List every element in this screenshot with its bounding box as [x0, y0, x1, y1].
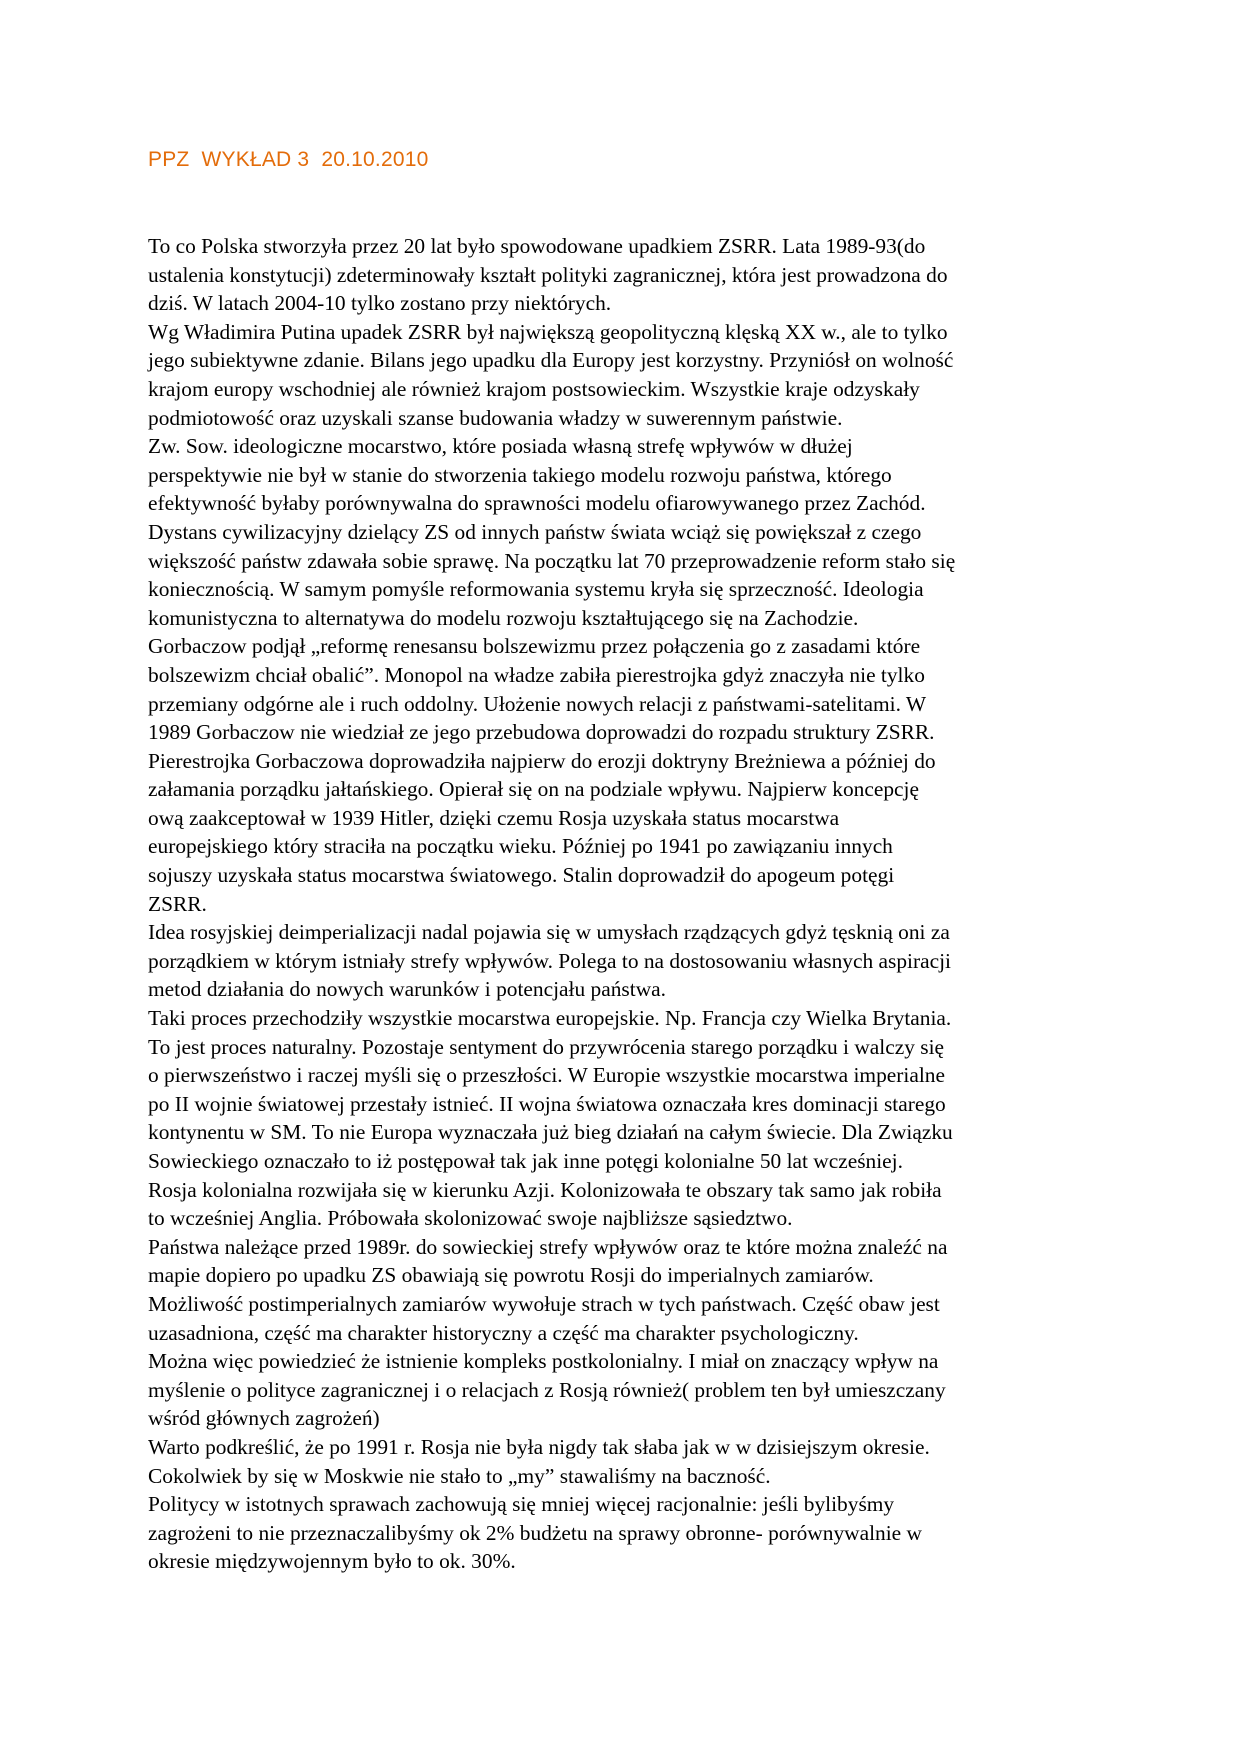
text-line: krajom europy wschodniej ale również krajom postsowieckim. Wszystkie kraje odzyskały	[148, 376, 920, 401]
text-line: porządkiem w którym istniały strefy wpływów. Polega to na dostosowaniu własnych aspiracji	[148, 948, 951, 973]
text-line: większość państw zdawała sobie sprawę. Na początku lat 70 przeprowadzenie reform stało się	[148, 548, 956, 573]
text-line: po II wojnie światowej przestały istnieć. II wojna światowa oznaczała kres dominacji starego	[148, 1091, 946, 1116]
text-line: ZSRR.	[148, 891, 207, 916]
text-line: 1989 Gorbaczow nie wiedział ze jego przebudowa doprowadzi do rozpadu struktury ZSRR.	[148, 720, 935, 745]
text-line: to wcześniej Anglia. Próbowała skolonizować swoje najbliższe sąsiedztwo.	[148, 1206, 793, 1231]
text-line: dziś. W latach 2004-10 tylko zostano przy niektórych.	[148, 291, 612, 316]
text-line: metod działania do nowych warunków i potencjału państwa.	[148, 977, 666, 1002]
text-line: bolszewizm chciał obalić”. Monopol na władze zabiła pierestrojka gdyż znaczyła nie tylko	[148, 662, 925, 687]
text-line: europejskiego który straciła na początku wieku. Później po 1941 po zawiązaniu innych	[148, 834, 893, 859]
text-line: koniecznością. W samym pomyśle reformowania systemu kryła się sprzeczność. Ideologia	[148, 577, 924, 602]
text-line: Cokolwiek by się w Moskwie nie stało to „my” stawaliśmy na baczność.	[148, 1463, 771, 1488]
text-line: uzasadniona, część ma charakter historyczny a część ma charakter psychologiczny.	[148, 1320, 859, 1345]
text-line: okresie międzywojennym było to ok. 30%.	[148, 1549, 516, 1574]
text-line: wśród głównych zagrożeń)	[148, 1406, 380, 1431]
text-line: myślenie o polityce zagranicznej i o relacjach z Rosją również( problem ten był umieszczany	[148, 1377, 946, 1402]
text-line: Dystans cywilizacyjny dzielący ZS od innych państw świata wciąż się powiększał z czego	[148, 519, 922, 544]
text-line: Gorbaczow podjął „reformę renesansu bolszewizmu przez połączenia go z zasadami które	[148, 634, 921, 659]
text-line: o pierwszeństwo i raczej myśli się o przeszłości. W Europie wszystkie mocarstwa imperialne	[148, 1063, 945, 1088]
text-line: sojuszy uzyskała status mocarstwa światowego. Stalin doprowadził do apogeum potęgi	[148, 863, 895, 888]
text-line: Pierestrojka Gorbaczowa doprowadziła najpierw do erozji doktryny Breżniewa a później do	[148, 748, 936, 773]
text-line: Państwa należące przed 1989r. do sowieckiej strefy wpływów oraz te które można znaleźć na	[148, 1234, 948, 1259]
text-line: podmiotowość oraz uzyskali szanse budowania władzy w suwerennym państwie.	[148, 405, 843, 430]
text-line: mapie dopiero po upadku ZS obawiają się powrotu Rosji do imperialnych zamiarów.	[148, 1263, 874, 1288]
text-line: perspektywie nie był w stanie do stworzenia takiego modelu rozwoju państwa, którego	[148, 462, 892, 487]
text-line: Można więc powiedzieć że istnienie kompleks postkolonialny. I miał on znaczący wpływ na	[148, 1349, 939, 1374]
text-line: załamania porządku jałtańskiego. Opierał się on na podziale wpływu. Najpierw koncepcję	[148, 777, 919, 802]
text-line: Zw. Sow. ideologiczne mocarstwo, które posiada własną strefę wpływów w dłużej	[148, 434, 853, 459]
text-line: Warto podkreślić, że po 1991 r. Rosja nie była nigdy tak słaba jak w w dzisiejszym okresie.	[148, 1434, 930, 1459]
document-body	[148, 232, 1100, 1576]
text-line: To co Polska stworzyła przez 20 lat było spowodowane upadkiem ZSRR. Lata 1989-93(do	[148, 234, 926, 258]
text-line: Rosja kolonialna rozwijała się w kierunku Azji. Kolonizowała te obszary tak samo jak robiła	[148, 1177, 942, 1202]
text-line: Taki proces przechodziły wszystkie mocarstwa europejskie. Np. Francja czy Wielka Brytania.	[148, 1006, 952, 1031]
text-line: jego subiektywne zdanie. Bilans jego upadku dla Europy jest korzystny. Przyniósł on wolność	[148, 348, 954, 373]
text-line: ową zaakceptował w 1939 Hitler, dzięki czemu Rosja uzyskała status mocarstwa	[148, 805, 840, 830]
text-line: zagrożeni to nie przeznaczalibyśmy ok 2% budżetu na sprawy obronne- porównywalnie w	[148, 1520, 922, 1545]
text-line: ustalenia konstytucji) zdeterminowały kształt polityki zagranicznej, która jest prowadzona do	[148, 262, 948, 287]
text-line: Sowieckiego oznaczało to iż postępował tak jak inne potęgi kolonialne 50 lat wcześniej.	[148, 1149, 903, 1173]
document-title: PPZ WYKŁAD 3 20.10.2010	[148, 148, 429, 171]
text-line: Możliwość postimperialnych zamiarów wywołuje strach w tych państwach. Część obaw jest	[148, 1291, 940, 1316]
text-line: To jest proces naturalny. Pozostaje sentyment do przywrócenia starego porządku i walczy się	[148, 1034, 945, 1059]
text-line: efektywność byłaby porównywalna do sprawności modelu ofiarowywanego przez Zachód.	[148, 491, 926, 516]
text-line: Politycy w istotnych sprawach zachowują się mniej więcej racjonalnie: jeśli bylibyśmy	[148, 1492, 895, 1517]
text-line: Wg Władimira Putina upadek ZSRR był największą geopolityczną klęską XX w., ale to tylko	[148, 319, 948, 344]
text-line: kontynentu w SM. To nie Europa wyznaczała już bieg działań na całym świecie. Dla Związku	[148, 1120, 953, 1145]
text-line: przemiany odgórne ale i ruch oddolny. Ułożenie nowych relacji z państwami-satelitami. W	[148, 691, 927, 716]
text-line: komunistyczna to alternatywa do modelu rozwoju kształtującego się na Zachodzie.	[148, 605, 859, 630]
text-line: Idea rosyjskiej deimperializacji nadal pojawia się w umysłach rządzących gdyż tęsknią oni za	[148, 920, 950, 945]
